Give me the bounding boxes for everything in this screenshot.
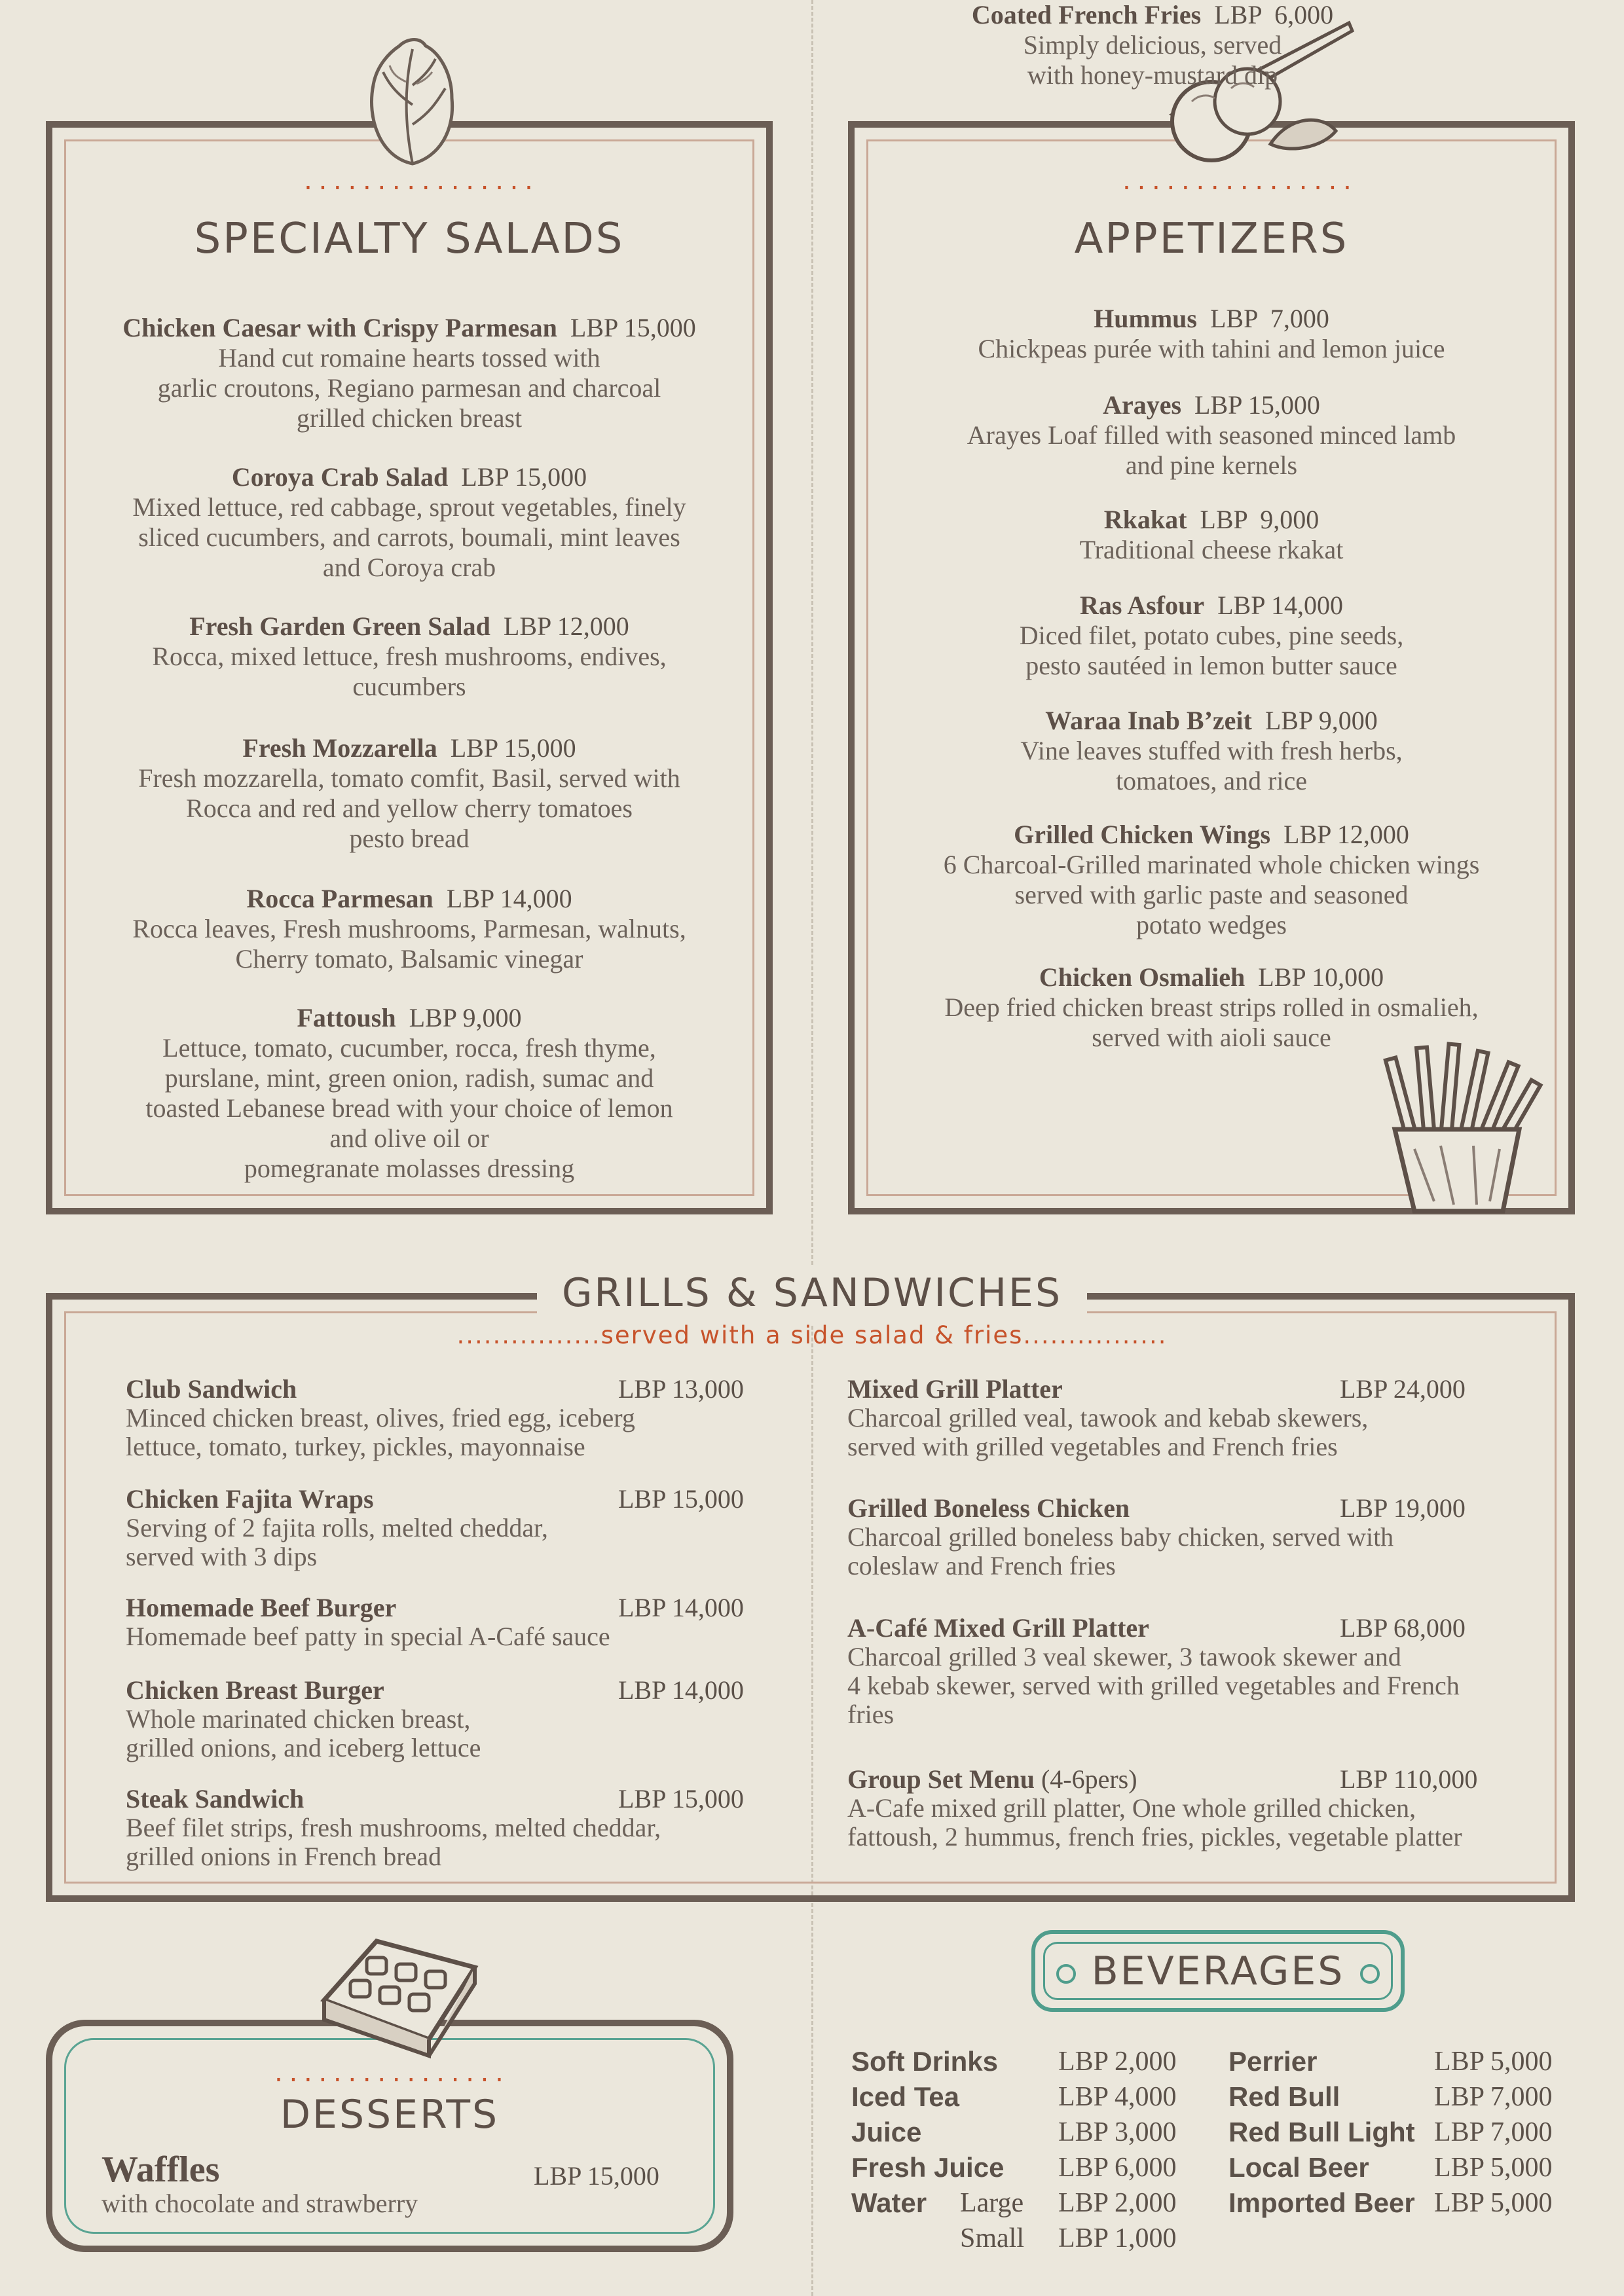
salads-dots: ................	[301, 169, 537, 195]
menu-item-header	[65, 313, 753, 343]
salads-title: SPECIALTY SALADS	[194, 215, 625, 263]
grill-item	[126, 1485, 813, 1571]
grill-item-price: LBP 15,000	[618, 1484, 744, 1514]
menu-item-price: LBP 12,000	[490, 611, 629, 641]
grill-item-price: LBP 14,000	[618, 1675, 744, 1705]
menu-item-desc: and pine kernels	[1125, 450, 1298, 480]
menu-item	[65, 884, 753, 974]
grill-item-name: Chicken Fajita Wraps	[126, 1484, 374, 1514]
grill-item	[126, 1785, 813, 1871]
beverage-size: Large	[960, 2188, 1024, 2218]
waffle-illustration	[298, 1928, 494, 2059]
grill-item-desc: grilled onions in French bread	[126, 1842, 442, 1871]
grills-title: GRILLS & SANDWICHES	[561, 1270, 1063, 1316]
menu-item	[65, 1003, 753, 1184]
menu-item-header	[871, 390, 1552, 420]
beverages-header	[1031, 1930, 1405, 2012]
grill-item-price: LBP 15,000	[618, 1784, 744, 1813]
beverage-size: Small	[960, 2223, 1025, 2253]
grill-item-header	[847, 1375, 1535, 1404]
grill-item-price: LBP 24,000	[1340, 1374, 1466, 1404]
menu-item-price: LBP 9,000	[396, 1003, 522, 1032]
menu-item-price: LBP 14,000	[433, 884, 572, 913]
menu-item	[871, 505, 1552, 565]
menu-item-desc: pomegranate molasses dressing	[244, 1154, 575, 1183]
grill-item-desc: Charcoal grilled boneless baby chicken, served with	[847, 1522, 1394, 1552]
beverage-row	[1228, 2185, 1595, 2221]
menu-item-name: Hummus	[1094, 304, 1197, 333]
beverage-price: LBP 5,000	[1434, 2047, 1553, 2077]
grill-item-desc: fries	[847, 1700, 895, 1729]
grill-item	[126, 1375, 813, 1461]
beverage-row	[1228, 2079, 1595, 2115]
beverage-name: Iced Tea	[851, 2081, 959, 2112]
grill-item-name: Group Set Menu	[847, 1764, 1035, 1794]
menu-item-price: LBP 9,000	[1251, 706, 1378, 735]
menu-item-price: LBP 12,000	[1270, 820, 1409, 849]
menu-item-price: LBP 7,000	[1196, 304, 1329, 333]
desserts-title: DESSERTS	[280, 2092, 500, 2138]
menu-item-name: Coroya Crab Salad	[231, 462, 449, 492]
grill-item	[126, 1676, 813, 1762]
menu-item-header	[65, 462, 753, 492]
beverage-name: Red Bull Light	[1228, 2117, 1415, 2147]
menu-item-desc: Cherry tomato, Balsamic vinegar	[235, 944, 583, 974]
menu-item	[65, 733, 753, 854]
page-center-divider	[811, 0, 813, 2296]
menu-item	[871, 304, 1552, 364]
menu-item-desc: Rocca and red and yellow cherry tomatoes	[186, 793, 633, 823]
grill-item-header	[847, 1765, 1535, 1794]
grill-item-desc: Whole marinated chicken breast,	[126, 1704, 471, 1734]
menu-item-name: Ras Asfour	[1080, 591, 1205, 620]
grills-subtitle: ................served with a side salad & fries................	[456, 1321, 1168, 1349]
menu-item	[917, 0, 1388, 90]
grill-item-header	[847, 1614, 1535, 1643]
menu-item	[871, 706, 1552, 796]
dessert-item-desc: with chocolate and strawberry	[101, 2189, 418, 2218]
menu-item	[65, 611, 753, 702]
menu-item-header	[871, 820, 1552, 850]
menu-item-desc: Rocca leaves, Fresh mushrooms, Parmesan, walnuts,	[132, 914, 686, 943]
menu-item-desc: Vine leaves stuffed with fresh herbs,	[1020, 736, 1403, 765]
menu-item-name: Arayes	[1103, 390, 1182, 420]
menu-item-header	[65, 733, 753, 763]
grill-item-name: Club Sandwich	[126, 1374, 297, 1404]
grill-item-desc: Homemade beef patty in special A-Café sauce	[126, 1622, 610, 1651]
beverage-row	[851, 2185, 1218, 2221]
beverage-name: Local Beer	[1228, 2152, 1369, 2183]
beverage-price: LBP 2,000	[1058, 2047, 1177, 2077]
menu-item-desc: Chickpeas purée with tahini and lemon juice	[978, 334, 1445, 363]
beverage-row	[851, 2115, 1218, 2151]
beverage-name: Fresh Juice	[851, 2152, 1005, 2183]
menu-item-header	[871, 706, 1552, 736]
grill-item-desc: served with 3 dips	[126, 1542, 318, 1571]
menu-item-desc: with honey-mustard dip	[1027, 60, 1278, 90]
menu-item-desc: garlic croutons, Regiano parmesan and charcoal	[157, 373, 661, 403]
menu-item-header	[871, 591, 1552, 621]
beverage-name: Imported Beer	[1228, 2187, 1415, 2218]
menu-item	[65, 462, 753, 583]
grill-item-name: A-Café Mixed Grill Platter	[847, 1613, 1149, 1643]
menu-item-price: LBP 15,000	[557, 313, 696, 342]
grill-item-desc: Charcoal grilled 3 veal skewer, 3 tawook skewer and	[847, 1642, 1401, 1671]
menu-item-name: Fattoush	[297, 1003, 396, 1032]
grill-item-header	[847, 1494, 1535, 1523]
menu-item-name: Fresh Mozzarella	[242, 733, 437, 763]
beverage-name: Water	[851, 2187, 927, 2218]
beverage-row	[1228, 2044, 1595, 2080]
grill-item	[126, 1594, 813, 1651]
beverage-name: Perrier	[1228, 2046, 1318, 2077]
menu-item-desc: pesto sautéed in lemon butter sauce	[1025, 651, 1397, 680]
dessert-item-name: Waffles	[101, 2149, 220, 2190]
menu-item-name: Grilled Chicken Wings	[1014, 820, 1271, 849]
beverage-row	[851, 2079, 1218, 2115]
grill-item-desc: Charcoal grilled veal, tawook and kebab skewers,	[847, 1403, 1369, 1432]
menu-item-desc: Arayes Loaf filled with seasoned minced lamb	[967, 420, 1456, 450]
grill-item-name: Steak Sandwich	[126, 1784, 304, 1813]
grill-item-price: LBP 14,000	[618, 1593, 744, 1622]
menu-item-price: LBP 15,000	[1181, 390, 1320, 420]
appetizers-dots: ................	[1120, 169, 1356, 195]
grill-item-desc: Serving of 2 fajita rolls, melted cheddar,	[126, 1513, 548, 1542]
menu-item-header	[65, 1003, 753, 1033]
grill-item-price: LBP 110,000	[1340, 1764, 1478, 1794]
menu-item-desc: 6 Charcoal-Grilled marinated whole chicken wings	[943, 850, 1480, 879]
menu-item-price: LBP 15,000	[448, 462, 587, 492]
grill-item	[847, 1614, 1535, 1729]
menu-item-desc: tomatoes, and rice	[1115, 766, 1308, 795]
grill-item-desc: Beef filet strips, fresh mushrooms, melted cheddar,	[126, 1813, 661, 1842]
appetizers-title: APPETIZERS	[1074, 215, 1349, 263]
french-fries-illustration	[1369, 1038, 1552, 1221]
menu-item-header	[917, 0, 1388, 30]
beverage-name: Soft Drinks	[851, 2046, 999, 2077]
menu-item-desc: Simply delicious, served	[1023, 30, 1282, 60]
menu-item-desc: Diced filet, potato cubes, pine seeds,	[1019, 621, 1404, 650]
menu-item-header	[65, 611, 753, 642]
menu-item-desc: Hand cut romaine hearts tossed with	[218, 343, 600, 373]
menu-item-desc: Traditional cheese rkakat	[1079, 535, 1344, 564]
grill-item-note: (4-6pers)	[1034, 1764, 1137, 1794]
grill-item-header	[126, 1676, 813, 1705]
menu-item-name: Coated French Fries	[971, 0, 1202, 29]
menu-item-price: LBP 9,000	[1187, 505, 1320, 534]
grill-item	[847, 1765, 1535, 1851]
beverage-price: LBP 5,000	[1434, 2153, 1553, 2183]
beverage-name: Red Bull	[1228, 2081, 1340, 2112]
menu-item-desc: toasted Lebanese bread with your choice of lemon	[145, 1093, 673, 1123]
desserts-dots: ................	[272, 2061, 507, 2087]
menu-item-name: Chicken Osmalieh	[1039, 962, 1246, 992]
grill-item-header	[126, 1485, 813, 1514]
menu-item-desc: Lettuce, tomato, cucumber, rocca, fresh thyme,	[162, 1033, 656, 1063]
beverage-row	[851, 2044, 1218, 2080]
grill-item-desc: Minced chicken breast, olives, fried egg, iceberg	[126, 1403, 635, 1432]
grill-item-name: Grilled Boneless Chicken	[847, 1493, 1130, 1523]
lettuce-illustration	[354, 26, 471, 170]
menu-item-price: LBP 10,000	[1245, 962, 1384, 992]
menu-item-header	[871, 505, 1552, 535]
grill-item-name: Chicken Breast Burger	[126, 1675, 384, 1705]
menu-item	[871, 591, 1552, 681]
beverage-price: LBP 5,000	[1434, 2188, 1553, 2218]
menu-item-header	[871, 304, 1552, 334]
grill-item-price: LBP 68,000	[1340, 1613, 1466, 1643]
menu-item-name: Fresh Garden Green Salad	[189, 611, 490, 641]
beverages-title: BEVERAGES	[1091, 1948, 1345, 1994]
grill-item	[847, 1494, 1535, 1580]
menu-item-desc: served with garlic paste and seasoned	[1014, 880, 1409, 909]
menu-item-price: LBP 14,000	[1204, 591, 1343, 620]
grill-item-header	[126, 1375, 813, 1404]
grill-item-desc: fattoush, 2 hummus, french fries, pickles, vegetable platter	[847, 1822, 1462, 1851]
menu-item-header	[871, 962, 1552, 993]
beverage-price: LBP 7,000	[1434, 2117, 1553, 2147]
grill-item-header	[126, 1785, 813, 1813]
menu-item-name: Rocca Parmesan	[246, 884, 434, 913]
menu-item-desc: sliced cucumbers, and carrots, boumali, mint leaves	[138, 522, 680, 552]
grill-item-name: Homemade Beef Burger	[126, 1593, 397, 1622]
beverage-price: LBP 3,000	[1058, 2117, 1177, 2147]
grill-item-price: LBP 13,000	[618, 1374, 744, 1404]
menu-item-desc: grilled chicken breast	[296, 403, 523, 433]
menu-item-desc: and Coroya crab	[322, 553, 496, 582]
grill-item-desc: 4 kebab skewer, served with grilled vegetables and French	[847, 1671, 1460, 1700]
menu-item-header	[65, 884, 753, 914]
menu-item	[871, 390, 1552, 481]
menu-item-desc: potato wedges	[1136, 910, 1287, 939]
grill-item-name: Mixed Grill Platter	[847, 1374, 1063, 1404]
beverage-price: LBP 1,000	[1058, 2223, 1177, 2253]
beverage-row	[1228, 2150, 1595, 2186]
menu-item-desc: Deep fried chicken breast strips rolled in osmalieh,	[944, 993, 1479, 1022]
menu-item-name: Rkakat	[1103, 505, 1187, 534]
menu-item-price: LBP 6,000	[1201, 0, 1334, 29]
beverage-price: LBP 7,000	[1434, 2082, 1553, 2112]
menu-item-desc: served with aioli sauce	[1092, 1023, 1331, 1052]
menu-item-desc: and olive oil or	[329, 1123, 489, 1153]
menu-item-desc: cucumbers	[352, 672, 466, 701]
grill-item-desc: lettuce, tomato, turkey, pickles, mayonnaise	[126, 1432, 585, 1461]
menu-item-desc: Rocca, mixed lettuce, fresh mushrooms, endives,	[152, 642, 667, 671]
grill-item-desc: grilled onions, and iceberg lettuce	[126, 1733, 481, 1762]
menu-item	[65, 313, 753, 433]
grill-item-desc: coleslaw and French fries	[847, 1551, 1116, 1580]
dessert-item	[101, 2149, 678, 2219]
menu-item-desc: purslane, mint, green onion, radish, sumac and	[164, 1063, 654, 1093]
beverage-row	[851, 2150, 1218, 2186]
grill-item	[847, 1375, 1535, 1461]
menu-item-desc: Mixed lettuce, red cabbage, sprout vegetables, finely	[132, 492, 686, 522]
beverage-row	[1228, 2115, 1595, 2151]
menu-item-desc: pesto bread	[349, 824, 470, 853]
menu-item-name: Waraa Inab B’zeit	[1045, 706, 1252, 735]
menu-item-price: LBP 15,000	[437, 733, 576, 763]
grill-item-price: LBP 19,000	[1340, 1493, 1466, 1523]
beverage-price: LBP 4,000	[1058, 2082, 1177, 2112]
menu-item-name: Chicken Caesar with Crispy Parmesan	[122, 313, 557, 342]
grill-item-header	[126, 1594, 813, 1622]
beverage-price: LBP 6,000	[1058, 2153, 1177, 2183]
grill-item-desc: A-Cafe mixed grill platter, One whole grilled chicken,	[847, 1793, 1416, 1823]
grill-item-desc: served with grilled vegetables and French fries	[847, 1432, 1338, 1461]
menu-item	[871, 820, 1552, 940]
dessert-item-price: LBP 15,000	[534, 2161, 659, 2191]
beverage-price: LBP 2,000	[1058, 2188, 1177, 2218]
menu-item-desc: Fresh mozzarella, tomato comfit, Basil, served with	[138, 763, 680, 793]
beverage-name: Juice	[851, 2117, 922, 2147]
